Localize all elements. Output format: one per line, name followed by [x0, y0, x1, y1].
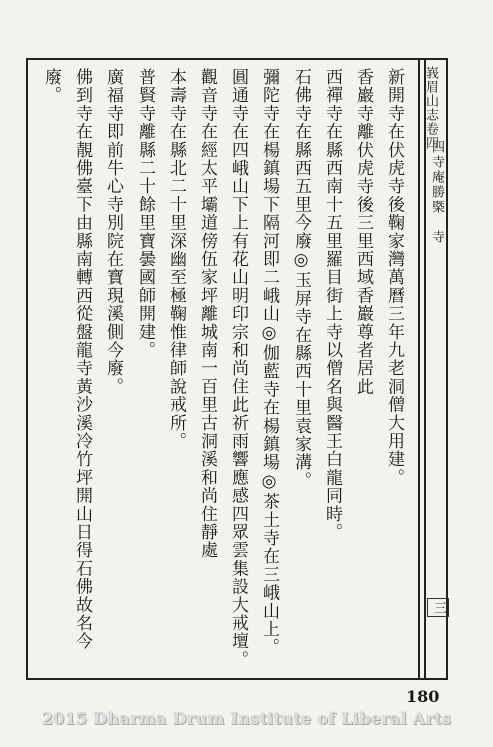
text-column-4: 石佛寺在縣西五里今廢◎玉屏寺在縣西十里袁家溝。 [291, 68, 311, 490]
text-column-5: 彌陀寺在楊鎮場下隔河即二峨山◎伽藍寺在楊鎮場◎茶土寺在三峨山上。 [259, 68, 279, 657]
watermark: 2015 Dharma Drum Institute of Liberal Arts [41, 709, 452, 728]
text-column-3: 西禪寺在縣西南十五里羅目街上寺以僧名與醫王白龍同時。 [322, 68, 342, 542]
margin-divider [418, 58, 420, 680]
text-column-6: 圓通寺在四峨山下上有花山明印宗和尚住此祈雨響應感四眾雲集設大戒壇。 [228, 68, 248, 669]
text-column-11: 佛到寺在靚佛臺下由縣南轉西從盤龍寺黃沙溪冷竹坪開山日得石佛故名今 [72, 68, 92, 651]
folio-number: 三 [427, 598, 449, 617]
text-column-7: 觀音寺在經太平壩道傍伍家坪離城南一百里古洞溪和尚住靜處 [197, 68, 217, 560]
text-column-1: 新開寺在伏虎寺後鞠家灣萬曆三年九老洞僧大用建。 [384, 68, 404, 487]
running-head: 峩眉山志卷四 [423, 66, 438, 150]
page-number: 180 [406, 687, 440, 706]
text-column-12: 廢。 [41, 68, 61, 105]
text-column-2: 香巖寺離伏虎寺後三里西域香巖尊者居此 [353, 68, 373, 396]
text-column-10: 廣福寺即前牛心寺別院在寶現溪側今廢。 [103, 68, 123, 396]
text-column-8: 本壽寺在縣北二十里深幽至極鞠惟律師說戒所。 [166, 68, 186, 451]
section-head: 四寺庵勝槩 寺 [429, 140, 444, 245]
text-column-9: 普賢寺離縣二十餘里寶曇國師開建。 [135, 68, 155, 360]
